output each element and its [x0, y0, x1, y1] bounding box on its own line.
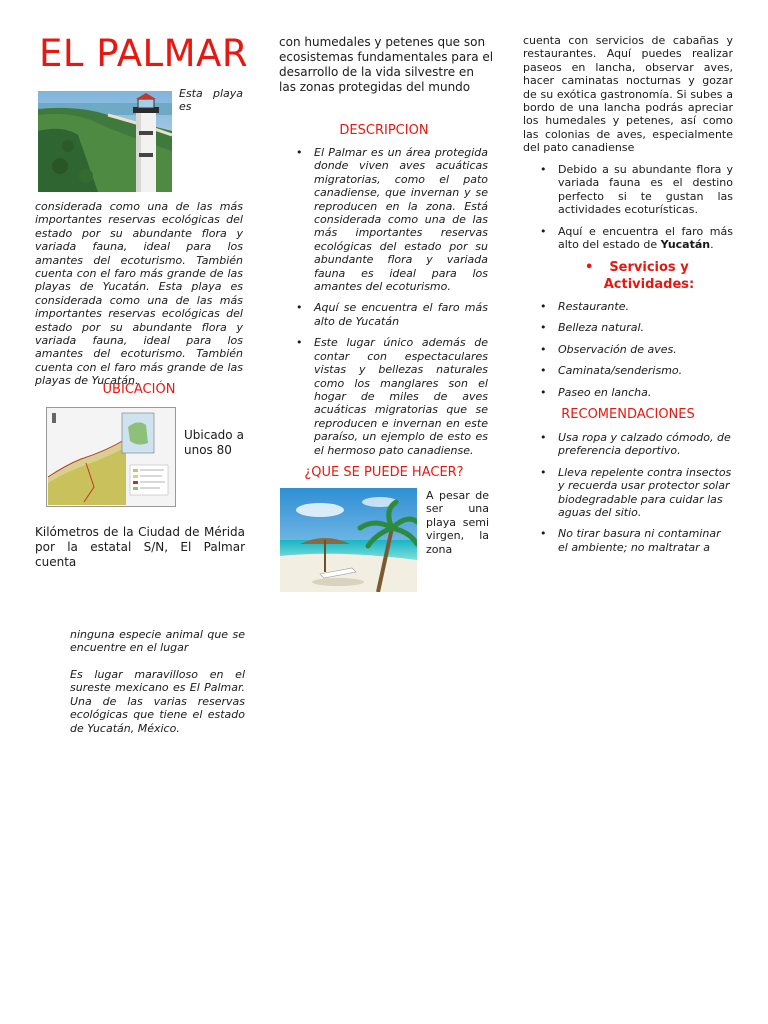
list-item	[539, 225, 733, 252]
list-item: • Aquí se encuentra el faro más alto de Yucatán	[295, 301, 488, 328]
list-item: • Restaurante.	[539, 300, 733, 313]
col2-intro-paragraph: con humedales y petenes que son ecosistemas fundamentales para el desarrollo de la vida silvestre en las zonas protegidas del mundo	[279, 35, 494, 94]
que-hacer-heading: ¿QUE SE PUEDE HACER?	[304, 465, 464, 480]
list-item: • Usa ropa y calzado cómodo, de preferencia deportivo.	[539, 431, 733, 458]
list-item: • Debido a su abundante flora y variada fauna es el destino perfecto si te gustan las actividades ecoturísticas.	[539, 163, 733, 217]
ubicacion-paragraph: Kilómetros de la Ciudad de Mérida por la estatal S/N, El Palmar cuenta	[35, 525, 245, 569]
intro-side-text: Esta playa es	[179, 87, 243, 114]
lower-paragraph-1: ninguna especie animal que se encuentre en el lugar	[70, 628, 245, 655]
list-item-end: .	[710, 238, 714, 252]
descripcion-list	[295, 146, 488, 465]
ubicacion-heading: UBICACIÓN	[102, 382, 176, 397]
col3-highlights-list	[539, 163, 733, 259]
list-item: • No tirar basura ni contaminar el ambiente; no maltratar a	[539, 527, 733, 554]
recomendaciones-heading: RECOMENDACIONES	[561, 407, 695, 422]
servicios-heading-text: Servicios y	[609, 260, 689, 275]
lighthouse-photo	[38, 91, 172, 192]
beach-photo	[280, 488, 417, 592]
intro-paragraph: considerada como una de las más importantes reservas ecológicas del estado por su abundante flora y variada fauna, ideal para los amantes del ecoturismo. También cuenta con el faro más grande de las playas de Yucatán. Esta playa es considerada como una de las más importantes reservas ecológicas del estado por su abundante flora y variada fauna, ideal para los amantes del ecoturismo. También cuenta con el faro más grande de las playas de Yucatán.	[35, 200, 243, 388]
list-item: • Paseo en lancha.	[539, 386, 733, 399]
servicios-heading	[579, 259, 719, 293]
que-hacer-side-text: A pesar de ser una playa semi virgen, la zona	[426, 489, 489, 556]
list-item-text: Aquí e encuentra el faro más alto del estado de	[558, 224, 733, 252]
list-item: • Caminata/senderismo.	[539, 364, 733, 377]
ubicacion-side-text: Ubicado a unos 80	[184, 428, 244, 457]
list-item: • Observación de aves.	[539, 343, 733, 356]
list-item-bold: Yucatán	[660, 238, 711, 252]
servicios-list	[539, 300, 733, 407]
servicios-heading-line-2: Actividades:	[603, 277, 695, 292]
list-item: • Belleza natural.	[539, 321, 733, 334]
bullet-icon: •	[585, 260, 594, 275]
servicios-heading-line-1	[579, 259, 719, 276]
location-map	[46, 407, 176, 507]
recomendaciones-list	[539, 431, 733, 562]
list-item: • Lleva repelente contra insectos y recuerda usar protector solar biodegradable para cuidar las aguas del sitio.	[539, 466, 733, 520]
lower-paragraph-2: Es lugar maravilloso en el sureste mexicano es El Palmar. Una de las varias reservas ecológicas que tiene el estado de Yucatán, México.	[70, 668, 245, 735]
list-item: • El Palmar es un área protegida donde viven aves acuáticas migratorias, como el pato canadiense, que invernan y se reproducen en la zona. Está considerada como una de las más importantes reservas ecológicas del estado por su abundante flora y variada fauna es ideal para los amantes del ecoturismo.	[295, 146, 488, 293]
col3-intro-paragraph: cuenta con servicios de cabañas y restaurantes. Aquí puedes realizar paseos en lancha, observar aves, hacer caminatas nocturnas y gozar de su exótica gastronomía. Si subes a bordo de una lancha podrás apreciar los humedales y petenes, así como las colonias de aves, especialmente del pato canadiense	[523, 34, 733, 155]
page-title: EL PALMAR	[39, 32, 249, 75]
list-item: • Este lugar único además de contar con espectaculares vistas y bellezas naturales como los manglares son el hogar de miles de aves acuáticas migratorias que se reproducen e invernan en este paraíso, un ejemplo de esto es el hermoso pato canadiense.	[295, 336, 488, 457]
descripcion-heading: DESCRIPCION	[339, 123, 429, 138]
